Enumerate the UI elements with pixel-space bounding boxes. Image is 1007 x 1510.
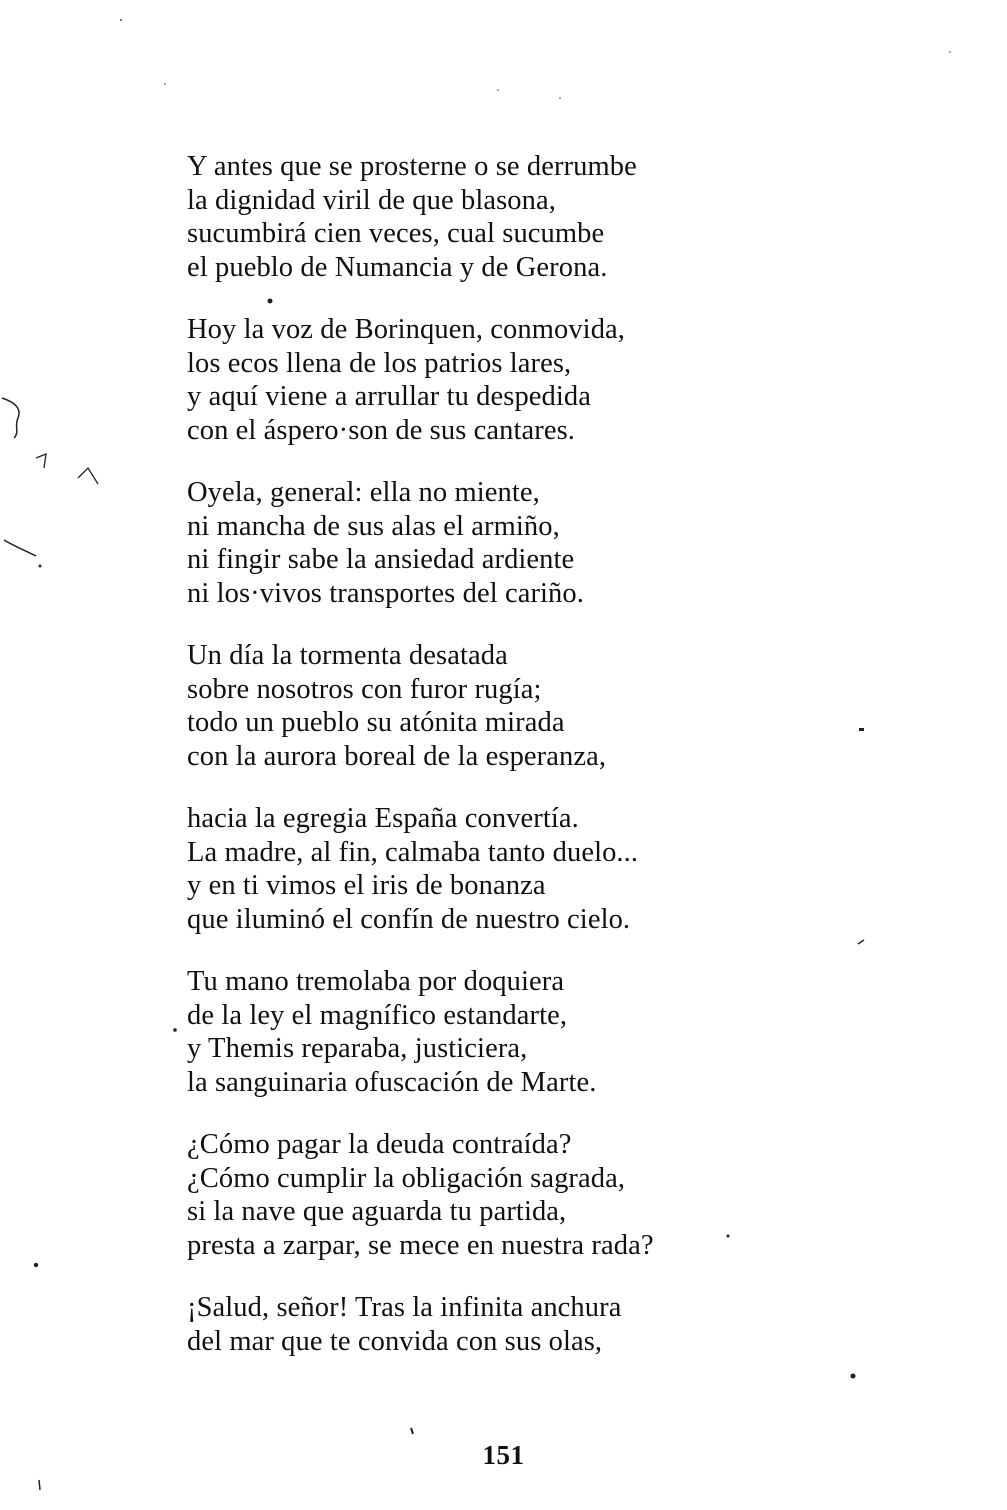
- verse-line: de la ley el magnífico estandarte,: [187, 999, 568, 1031]
- stanza-5: [187, 802, 787, 936]
- verse-line: del mar que te convida con sus olas,: [187, 1325, 603, 1357]
- verse-line: con el áspero·son de sus cantares.: [187, 414, 576, 446]
- poem-body: [187, 150, 787, 1387]
- verse-line: todo un pueblo su atónita mirada: [187, 707, 565, 738]
- verse-line: ni los·vivos transportes del cariño.: [187, 577, 584, 609]
- verse-line: ni fingir sabe la ansiedad ardiente: [187, 544, 575, 575]
- stanza-2: [187, 313, 787, 447]
- verse-line: ¡Salud, señor! Tras la infinita anchura: [187, 1292, 622, 1323]
- verse-line: con la aurora boreal de la esperanza,: [187, 740, 607, 772]
- page-number: 151: [482, 1440, 525, 1470]
- stanza-7: [187, 1128, 787, 1262]
- verse-line: sobre nosotros con furor rugía;: [187, 673, 542, 705]
- stanza-8: [187, 1291, 787, 1358]
- verse-line: Tu mano tremolaba por doquiera: [187, 966, 565, 997]
- verse-line: y Themis reparaba, justiciera,: [187, 1033, 528, 1064]
- verse-line: Un día la tormenta desatada: [187, 640, 508, 671]
- stanza-4: [187, 639, 787, 773]
- verse-line: Oyela, general: ella no miente,: [187, 477, 540, 508]
- stanza-3: [187, 476, 787, 610]
- verse-line: ni mancha de sus alas el armiño,: [187, 510, 560, 542]
- verse-line: ¿Cómo cumplir la obligación sagrada,: [187, 1162, 626, 1194]
- verse-line: La madre, al fin, calmaba tanto duelo...: [187, 836, 639, 868]
- verse-line: la dignidad viril de que blasona,: [187, 184, 556, 216]
- verse-line: hacia la egregia España convertía.: [187, 803, 579, 834]
- stanza-1: [187, 150, 787, 284]
- verse-line: los ecos llena de los patrios lares,: [187, 347, 572, 379]
- stanza-6: [187, 965, 787, 1099]
- verse-line: que iluminó el confín de nuestro cielo.: [187, 903, 631, 935]
- verse-line: y aquí viene a arrullar tu despedida: [187, 381, 592, 412]
- verse-line: la sanguinaria ofuscación de Marte.: [187, 1066, 597, 1098]
- verse-line: si la nave que aguarda tu partida,: [187, 1196, 567, 1227]
- verse-line: presta a zarpar, se mece en nuestra rada?: [187, 1229, 654, 1261]
- verse-line: Hoy la voz de Borinquen, conmovida,: [187, 314, 626, 345]
- verse-line: Y antes que se prosterne o se derrumbe: [187, 151, 637, 182]
- verse-line: ¿Cómo pagar la deuda contraída?: [187, 1129, 572, 1160]
- verse-line: y en ti vimos el iris de bonanza: [187, 870, 546, 901]
- verse-line: el pueblo de Numancia y de Gerona.: [187, 251, 608, 283]
- verse-line: sucumbirá cien veces, cual sucumbe: [187, 218, 605, 249]
